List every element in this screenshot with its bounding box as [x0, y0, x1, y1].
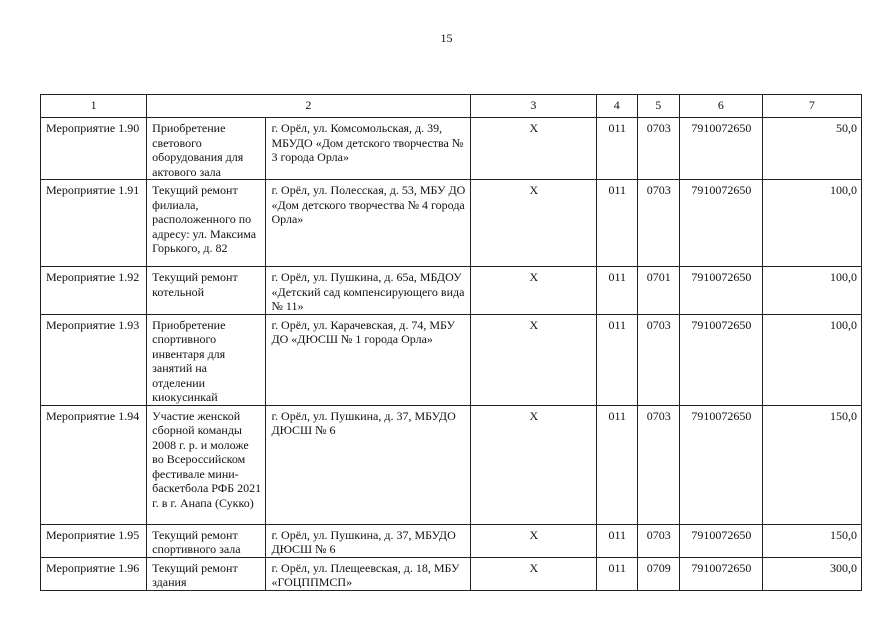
header-col-1: 1 — [41, 95, 147, 118]
header-col-2: 2 — [147, 95, 471, 118]
table-row — [41, 180, 862, 267]
event-code-2: 0703 — [637, 118, 679, 180]
table-row — [41, 557, 862, 590]
event-code-2: 0703 — [637, 524, 679, 557]
event-mark: X — [470, 524, 596, 557]
event-code-3: 7910072650 — [679, 524, 762, 557]
event-mark: X — [470, 557, 596, 590]
event-name: Текущий ремонт здания — [147, 557, 266, 590]
event-mark: X — [470, 314, 596, 405]
event-id: Мероприятие 1.90 — [41, 118, 147, 180]
event-id: Мероприятие 1.94 — [41, 405, 147, 524]
event-code-2: 0703 — [637, 180, 679, 267]
event-id: Мероприятие 1.92 — [41, 267, 147, 315]
header-col-6: 6 — [679, 95, 762, 118]
table-row — [41, 267, 862, 315]
event-name: Участие женской сборной команды 2008 г. р. и моложе во Всероссийском фестивале мини-баскетбола РФБ 2021 г. в г. Анапа (Сукко) — [147, 405, 266, 524]
event-code-2: 0703 — [637, 314, 679, 405]
event-mark: X — [470, 267, 596, 315]
event-address: г. Орёл, ул. Карачевская, д. 74, МБУ ДО «ДЮСШ № 1 города Орла» — [266, 314, 470, 405]
event-name: Приобретение светового оборудования для актового зала — [147, 118, 266, 180]
event-id: Мероприятие 1.96 — [41, 557, 147, 590]
event-code-1: 011 — [597, 118, 637, 180]
event-name: Текущий ремонт спортивного зала — [147, 524, 266, 557]
header-col-5: 5 — [637, 95, 679, 118]
event-code-1: 011 — [597, 557, 637, 590]
event-code-2: 0703 — [637, 405, 679, 524]
event-mark: X — [470, 405, 596, 524]
event-address: г. Орёл, ул. Комсомольская, д. 39, МБУДО «Дом детского творчества № 3 города Орла» — [266, 118, 470, 180]
event-name: Текущий ремонт котельной — [147, 267, 266, 315]
budget-table — [40, 94, 862, 591]
event-mark: X — [470, 118, 596, 180]
event-amount: 100,0 — [762, 314, 861, 405]
event-id: Мероприятие 1.95 — [41, 524, 147, 557]
event-address: г. Орёл, ул. Пушкина, д. 65а, МБДОУ «Детский сад компенсирующего вида № 11» — [266, 267, 470, 315]
event-code-1: 011 — [597, 524, 637, 557]
event-name: Приобретение спортивного инвентаря для занятий на отделении киокусинкай — [147, 314, 266, 405]
event-code-3: 7910072650 — [679, 267, 762, 315]
event-amount: 150,0 — [762, 405, 861, 524]
page-number: 15 — [440, 31, 453, 45]
table-header-row — [41, 95, 862, 118]
table-row — [41, 118, 862, 180]
event-code-2: 0709 — [637, 557, 679, 590]
event-code-1: 011 — [597, 180, 637, 267]
event-code-3: 7910072650 — [679, 180, 762, 267]
event-id: Мероприятие 1.93 — [41, 314, 147, 405]
event-address: г. Орёл, ул. Пушкина, д. 37, МБУДО ДЮСШ № 6 — [266, 405, 470, 524]
event-code-1: 011 — [597, 314, 637, 405]
header-col-4: 4 — [597, 95, 637, 118]
event-address: г. Орёл, ул. Плещеевская, д. 18, МБУ «ГОЦППМСП» — [266, 557, 470, 590]
event-mark: X — [470, 180, 596, 267]
event-address: г. Орёл, ул. Пушкина, д. 37, МБУДО ДЮСШ № 6 — [266, 524, 470, 557]
header-col-3: 3 — [470, 95, 596, 118]
table-row — [41, 524, 862, 557]
event-code-1: 011 — [597, 267, 637, 315]
event-code-3: 7910072650 — [679, 314, 762, 405]
event-code-3: 7910072650 — [679, 405, 762, 524]
event-amount: 50,0 — [762, 118, 861, 180]
table-row — [41, 314, 862, 405]
event-id: Мероприятие 1.91 — [41, 180, 147, 267]
event-code-3: 7910072650 — [679, 557, 762, 590]
table-row — [41, 405, 862, 524]
header-col-7: 7 — [762, 95, 861, 118]
event-amount: 300,0 — [762, 557, 861, 590]
event-address: г. Орёл, ул. Полесская, д. 53, МБУ ДО «Дом детского творчества № 4 города Орла» — [266, 180, 470, 267]
event-name: Текущий ремонт филиала, расположенного по адресу: ул. Максима Горького, д. 82 — [147, 180, 266, 267]
event-code-2: 0701 — [637, 267, 679, 315]
event-amount: 100,0 — [762, 267, 861, 315]
event-code-3: 7910072650 — [679, 118, 762, 180]
event-amount: 150,0 — [762, 524, 861, 557]
event-amount: 100,0 — [762, 180, 861, 267]
event-code-1: 011 — [597, 405, 637, 524]
